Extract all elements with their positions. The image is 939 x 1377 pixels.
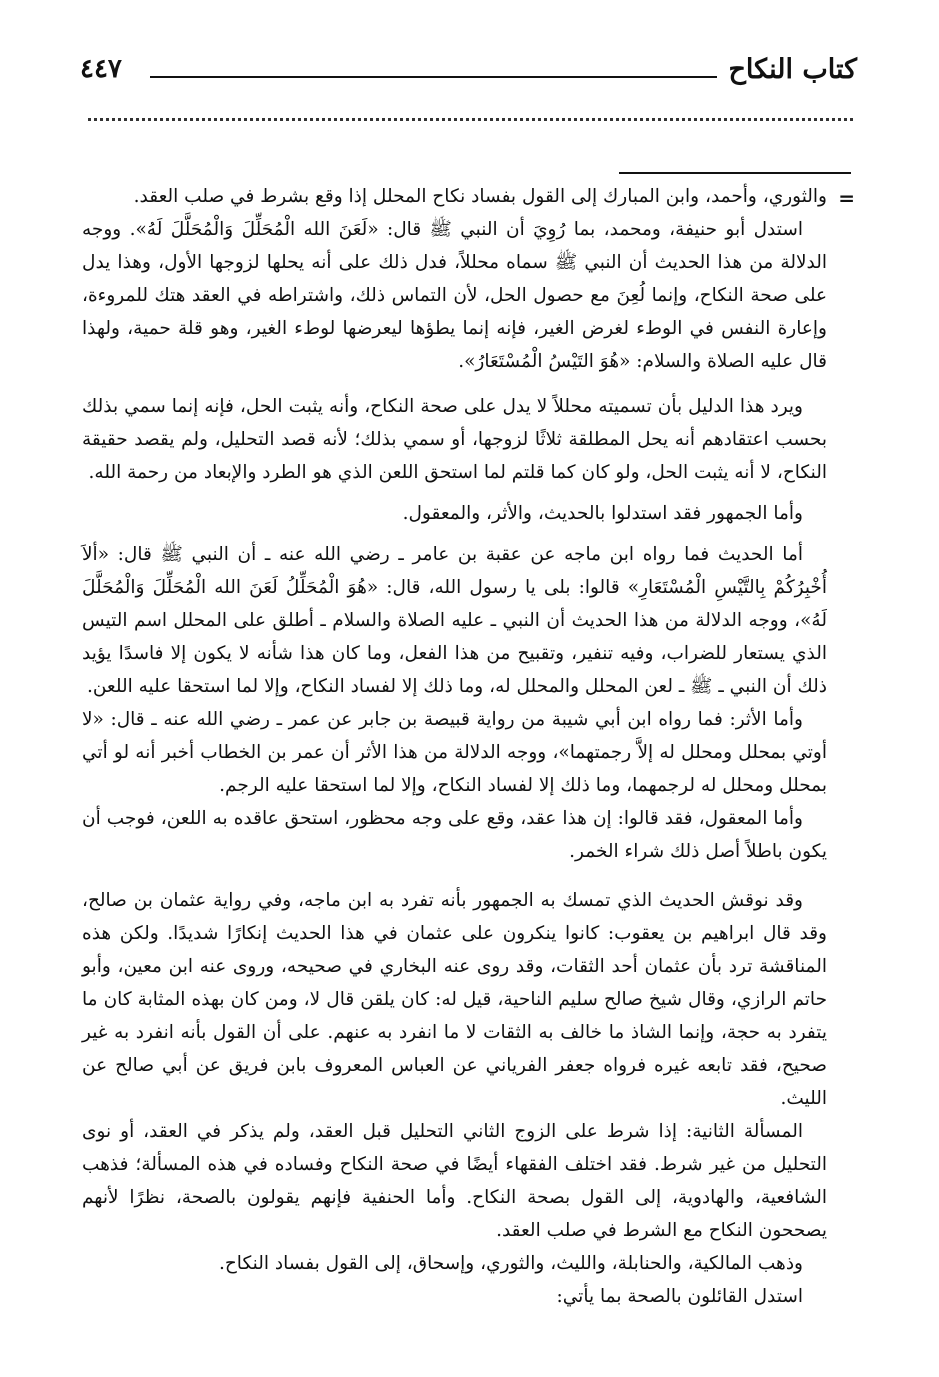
header-rule	[150, 76, 717, 78]
paragraph: وأما المعقول، فقد قالوا: إن هذا عقد، وقع على وجه محظور، استحق عاقده به اللعن، فوجب أن يكون باطلاً أصل ذلك شراء الخمر.	[82, 808, 827, 862]
paragraph: ويرد هذا الدليل بأن تسميته محللاً لا يدل على صحة النكاح، وأنه يثبت الحل، فإنه إنما سمي بذلك بحسب اعتقادهم أنه يحل المطلقة ثلاثًا لزوجها، أو سمي بذلك؛ لأنه قصد التحليل، ولم يقصد حقيقة النكاح، لا أنه يثبت الحل، ولو كان كما قلتم لما استحق اللعن الذي هو الطرد والإبعاد من رحمة الله.	[82, 396, 827, 483]
dotted-separator	[88, 118, 853, 121]
chapter-title: كتاب النكاح	[728, 54, 857, 85]
page-number: ٤٤٧	[80, 54, 122, 84]
running-header	[80, 52, 857, 92]
paragraph: استدل أبو حنيفة، ومحمد، بما رُوِيَ أن النبي ﷺ قال: «لَعَنَ الله الْمُحَلِّلَ وَالْمُحَلَّلَ لَهُ». ووجه الدلالة من هذا الحديث أن النبي ﷺ سماه محللاً، فدل ذلك على أنه يحلها لزوجها الأول، وهذا يدل على صحة النكاح، وإنما لُعِنَ مع حصول الحل، لأن التماس ذلك، واشتراطه في العقد هتك للمروءة، وإعارة النفس في الوطء لغرض الغير، فإنه إنما يطؤها ليعرضها لوطء الغير، وهو قلة حمية، ولهذا قال عليه الصلاة والسلام: «هُوَ التَيْسُ الْمُسْتَعَارُ».	[82, 219, 827, 372]
paragraph: المسألة الثانية: إذا شرط على الزوج الثاني التحليل قبل العقد، ولم يذكر في العقد، أو نوى التحليل من غير شرط. فقد اختلف الفقهاء أيضًا في صحة النكاح وفساده في هذه المسألة؛ فذهب الشافعية، والهادوية، إلى القول بصحة النكاح. وأما الحنفية فإنهم يقولون بالصحة، نظرًا لأنهم يصححون النكاح مع الشرط في صلب العقد.	[82, 1121, 827, 1241]
footnote-rule	[619, 172, 851, 174]
paragraph: استدل القائلون بالصحة بما يأتي:	[556, 1286, 803, 1307]
continuation-mark: =	[838, 186, 855, 210]
paragraph: أما الحديث فما رواه ابن ماجه عن عقبة بن عامر ـ رضي الله عنه ـ أن النبي ﷺ قال: «ألاَ أُخْبِرُكُمْ بِالتَّيْسِ الْمُسْتَعَارِ» قالوا: بلى يا رسول الله، قال: «هُوَ الْمُحَلِّلُ لَعَنَ الله الْمُحَلِّلَ وَالْمُحَلَّلَ لَهُ»، ووجه الدلالة من هذا الحديث أن النبي ـ عليه الصلاة والسلام ـ أطلق على المحلل اسم التيس الذي يستعار للضراب، وفيه تنفير، وتقبيح من هذا الفعل، وما كان هذا شأنه لا يكون إلا فاسدًا يؤيد ذلك أن النبي ـ ﷺ ـ لعن المحلل والمحلل له، وما ذلك إلا لفساد النكاح، وإلا لما استحقا عليه اللعن.	[82, 544, 827, 697]
paragraph: وقد نوقش الحديث الذي تمسك به الجمهور بأنه تفرد به ابن ماجه، وفي رواية عثمان بن صالح، وقد قال ابراهيم بن يعقوب: كانوا ينكرون على عثمان في هذا الحديث إنكارًا شديدًا. ولكن هذه المناقشة ترد بأن عثمان أحد الثقات، وقد روى عنه البخاري في صحيحه، وروى عنه ابن معين، وأبو حاتم الرازي، وقال شيخ صالح سليم الناحية، قيل له: كان يلقن قال لا، ومن كان بهذه المثابة كان ما يتفرد به حجة، وإنما الشاذ ما خالف به الثقات لا ما انفرد به عنهم. على أن القول بأنه انفرد به غير صحيح، فقد تابعه غيره فرواه جعفر الفرياني عن العباس المعروف بابن فريق عن أبي صالح عن الليث.	[82, 890, 827, 1109]
paragraph: وذهب المالكية، والحنابلة، والليث، والثوري، وإسحاق، إلى القول بفساد النكاح.	[218, 1253, 803, 1274]
footnote-text	[82, 180, 827, 1313]
paragraph: وأما الأثر: فما رواه ابن أبي شيبة من رواية قبيصة بن جابر عن عمر ـ رضي الله عنه ـ قال: «لا أوتي بمحلل ومحلل له إلاَّ رجمتهما»، ووجه الدلالة من هذا الأثر أن عمر بن الخطاب أخبر أنه لو أتي بمحلل ومحلل له لرجمهما، وما ذلك إلا لفساد النكاح، وإلا لما استحقا عليه الرجم.	[82, 709, 827, 796]
paragraph: والثوري، وأحمد، وابن المبارك إلى القول بفساد نكاح المحلل إذا وقع بشرط في صلب العقد.	[133, 186, 827, 207]
paragraph: وأما الجمهور فقد استدلوا بالحديث، والأثر، والمعقول.	[402, 503, 803, 524]
